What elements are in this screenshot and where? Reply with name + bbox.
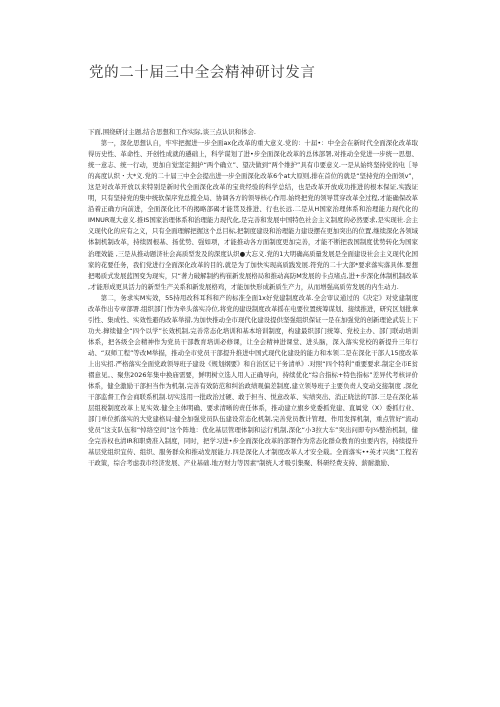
paragraph: 第一，深化思想认自，牢牢把握进一步全面ax化改革的重大意义.党的：十届•：中全会在新时代全面深化改革取得历史性、革命性、开创性成就的遴础上，科学谋划了进•步全面深化改革的总体部署,对推动全党进一步统一思想、统一意志、统一行动，更加自觉坚定拥护“两个确立”、望决做到“两个维护”具有巾要意义.一是从始终坚持党的电［导的高度认织・大*义.党的二十届三中全会提出进一步全面深化改革6个at大原则,排在首位的就是“坚持党的全面领v”，这是对改革开放以来特别是新时代全面深化改革的宝贵经验的科学总结，也是改革开放成功推进的根本保证,实践证明，只有坚持党的集中统软保序党总揽全局、协调各方的领导核心作用.始终把党的领导贯穿改革全过程,才能确保改革沿着正确方向前进，全面深化比不的揭略部碣才能贯及推进、行也长远.二是从H国家治理体系和治理能力现代化的IMNUR观大意义.推IS国家治理体系和治理能力现代化,是完善和发展中国特色社会主义制度的必然要求,是实现社.会主义现代化的应有之义，只有全面理解把握这个总目标,把制度建设和治理能力建设摆在更加突出的位置,继续深化各领域体制机制改革，持续固根基、扬优势、强如项，才能推动各方面制度更加完善，才能不断把我国制度优势转化为国家治理效能 ,三是从推动题济社会高质型发及的深度认织●大忘义.党的1大明确高质量发展是全面建设社会主义现代化国家的花要任务，我们党进行全面深化改革的目的,就是为了加快实现高质践发展.符党的二十大部*要求落实落具体.要想把喝质式发展蓝图变为现实，只“著力破解制约构崔新发展格局和推动高防M发展的卡点堵点,进+步深化体制机制改革 ,才能形成更具活力的新型生产关系和新发展格鸡，才能加快形成新质生产力，从而增强高质劳发展的内生动力. xyxy=(88,139,418,291)
paragraph: 第二，务求实M实效，55持用改科耳科和产的标准全面1x好党建制度改革.全会审议通过的《决定》对党建制度改革作出专章部署.组织部门作为牵头落实冷位,将党的建设制度改革摇在电要位置统筹谋划、接续推进，研究区划批拿引性、集成性、实效性避的改革举措,为加快推动全市现代化建设提供坚强组织保证一是在加强党的创新理论武装上下功夫.撺续健全“四个以学”长效机制,完善常态化培训和基本培训制度，构建最织部门统筹、党校主办、部门联动培训体系，把各级全会精神作为党员干部教育培训必修课，让全会精神进课堂、进头脑，深入落实党校的新提升三年行动、“双师工程”等改M举描，推动全市党员干部提升推进中国式现代化建设的能力和本领二是在深化干部人15度改革上出实招.严格落实全面党政领导班子建设《规划纲要》和自治区记干务清单》.对照“四个特利”重要要求.制定全市E贫褶意见。、聚焦2026年集中换庙需要，鲜明树立选人用人正确导向，持续优化“综合指标+特色指标”差异代考核评价体系，健全激励干部担当作为机制,完善有效防范和纠治政绩观偏差制度,建立领导班子主要负责人变动交接制度 ,深化干部监督工作会商联系机制.切实选用一批政治过硬、敢于担当、悦意改革、实绩突出、消正晓法的T部.三是在深化基层组税制度改革上见实效.健全主体明确、要求清晰的责任体系，推动建立旗乡党委抓党建、直属党（X）委抓行业、部门单位抓落实的大党建格局:健全加强党员队伍建设常态化机制,完善党员教计管理、作用发挥机制，重点管好“流动党员”这支队伍和“悼络空间”这个阵地：优化基层管理体制和运行机制,深化“小3拉大车”突出问即专J¼整治机制，健全完善权也清IR和职费准入制度，同时，把学习进•步全面深化改革的部署作为常态化群众教育的虫要内容，持续提升基层党组织宜传、组织、服务群众和推动发展能力.四是深化人才制度改革人才安全载。全面落实••英才兴奥”工程若干政策，综合考虑我市经济发展、产业基础.地方财力等因素"制统人才吸引集聚、科研经费支持、薪耐激励、 xyxy=(88,293,418,468)
paragraph: 下面,围绕研讨主题,结合思想和工作实际,谈三点认识和体会. xyxy=(88,128,256,136)
document-title: 党的二十届三中全会精神研讨发言 xyxy=(89,65,316,81)
document-body xyxy=(88,127,418,469)
